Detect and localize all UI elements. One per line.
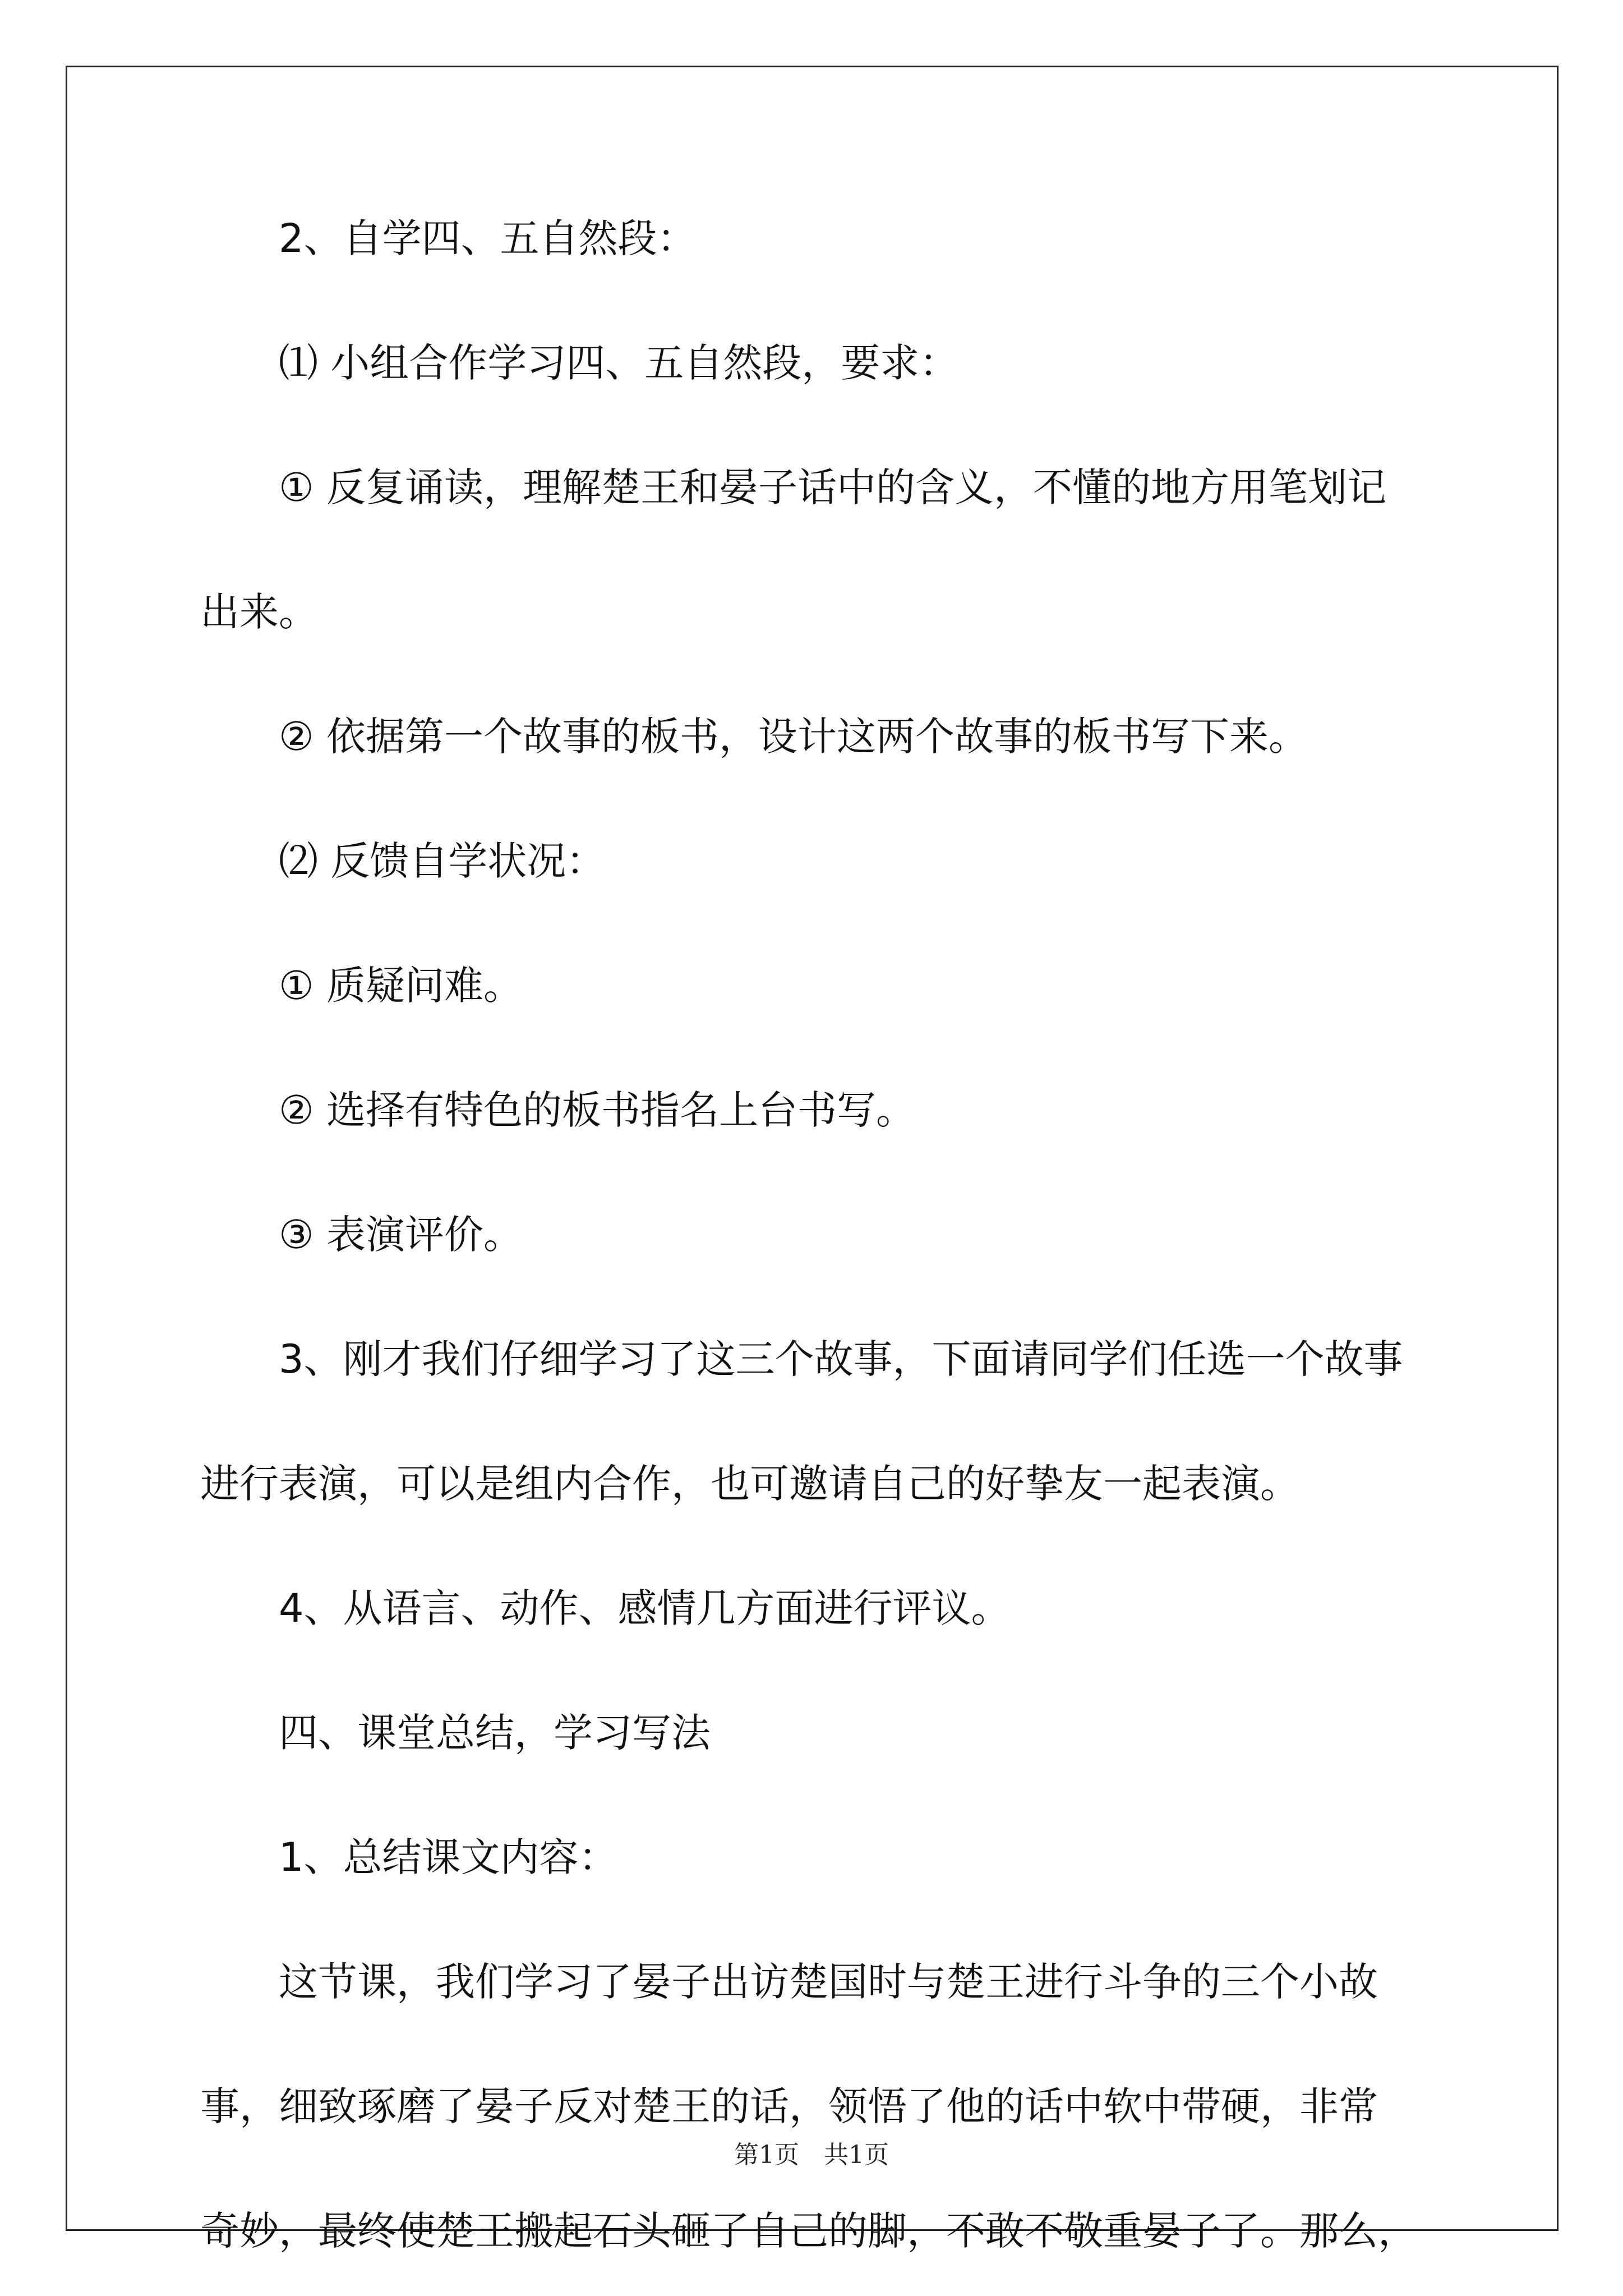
paragraph-line: ⑵ 反馈自学状况：	[279, 838, 606, 884]
paragraph-line: 进行表演，可以是组内合作，也可邀请自己的好挚友一起表演。	[200, 1461, 1299, 1507]
paragraph-line: 事，细致琢磨了晏子反对楚王的话，领悟了他的话中软中带硬，非常	[200, 2083, 1378, 2129]
paragraph-line: ② 选择有特色的板书指名上台书写。	[279, 1087, 916, 1133]
paragraph-line: ① 质疑问难。	[279, 963, 523, 1009]
paragraph-line: 这节课，我们学习了晏子出访楚国时与楚王进行斗争的三个小故	[279, 1959, 1378, 2005]
paragraph-line: ③ 表演评价。	[279, 1212, 523, 1258]
paragraph-line: ② 依据第一个故事的板书，设计这两个故事的板书写下来。	[279, 714, 1308, 760]
document-body	[200, 215, 1440, 2254]
paragraph-line: 4、从语言、动作、感情几方面进行评议。	[279, 1585, 1011, 1631]
paragraph-line: 奇妙，最终使楚王搬起石头砸了自己的脚，不敢不敬重晏子了。那么，	[200, 2208, 1417, 2254]
paragraph-line: 3、刚才我们仔细学习了这三个故事，下面请同学们任选一个故事	[279, 1336, 1403, 1382]
paragraph-line: ① 反复诵读，理解楚王和晏子话中的含义，不懂的地方用笔划记	[279, 464, 1387, 510]
paragraph-line: ⑴ 小组合作学习四、五自然段，要求：	[279, 340, 959, 386]
page-footer: 第1页 共1页	[734, 2141, 889, 2169]
section-heading: 四、课堂总结，学习写法	[279, 1710, 711, 1756]
paragraph-line: 1、总结课文内容：	[279, 1834, 618, 1880]
paragraph-line: 出来。	[200, 589, 318, 635]
paragraph-line: 2、自学四、五自然段：	[279, 215, 697, 261]
